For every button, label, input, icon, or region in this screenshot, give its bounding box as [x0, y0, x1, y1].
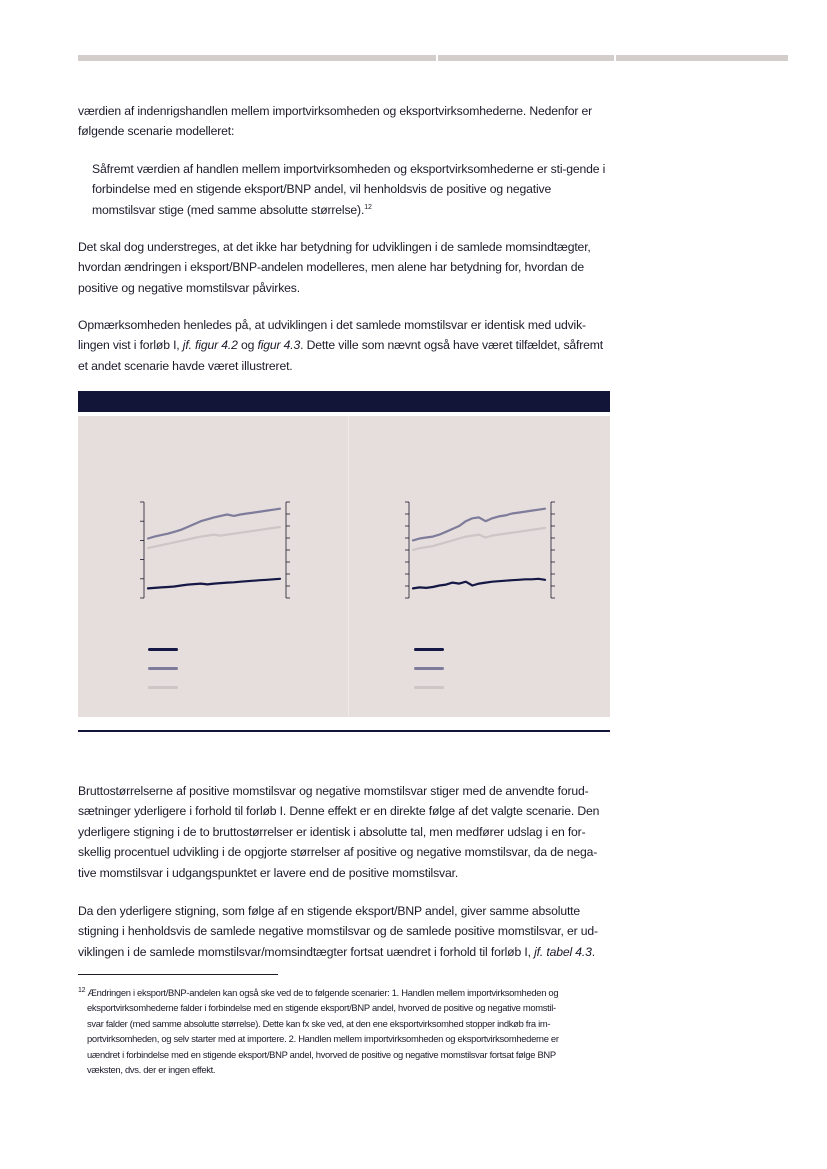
figure-header-bar [78, 391, 610, 412]
quote-paragraph [92, 159, 610, 220]
paragraph-3-text-1: Opmærksomheden henledes på, at udviklingen i det samlede momstilsvar er identisk med udvik-lingen vist i forløb I, [78, 318, 586, 353]
figure-panel [78, 416, 610, 717]
legend-swatch [414, 686, 444, 689]
quote-text: Såfremt værdien af handlen mellem importvirksomheden og eksportvirksomhederne er sti-gende i forbindelse med en stigende eksport/BNP andel, vil henholdsvis de positive og negative momstilsvar stige (med samme absolutte størrelse). [92, 162, 606, 217]
footnote-rule [78, 974, 278, 975]
paragraph-5-text-2: . [591, 944, 595, 959]
legend-swatch [414, 667, 444, 670]
footnote-line: eksportvirksomhederne falder i forbindelse med en stigende eksport/BNP andel, hvorved de positive og negative momstil- [87, 1002, 556, 1014]
paragraph-2 [78, 237, 610, 298]
legend-swatch [148, 686, 178, 689]
top-rule-gap [436, 55, 438, 61]
paragraph-5-text-1: Da den yderligere stigning, som følge af en stigende eksport/BNP andel, giver samme absolutte stigning i henholdsvis de samlede negative momstilsvar og de samlede positive momstilsvar, er ud-viklingen i de samlede momstilsvar/momsindtægter fortsat uændret i forhold til forløb I, [78, 904, 598, 959]
paragraph-4 [78, 781, 610, 883]
chart-right [403, 496, 563, 606]
paragraph-2-text: Det skal dog understreges, at det ikke har betydning for udviklingen i de samlede momsindtægter, hvordan ændringen i eksport/BNP-andelen modelleres, men alene har betydning for, hvordan de positive og negative momstilsvar påvirkes. [78, 240, 591, 295]
series-line-1 [148, 579, 280, 589]
legend-swatch [148, 648, 178, 651]
footnote-ref: 12 [364, 203, 372, 211]
footnote [78, 985, 612, 1077]
footnote-line: $^{12}$ Ændringen i eksport/BNP-andelen kan også ske ved de to følgende scenarier: 1. Handlen mellem importvirksomheden og [78, 986, 559, 998]
figure-box [78, 391, 610, 731]
series-line-3 [413, 528, 545, 550]
figure-divider [348, 416, 349, 717]
paragraph-1 [78, 101, 610, 142]
figure-ref-4-3: figur 4.3 [257, 338, 301, 353]
legend-swatch [414, 648, 444, 651]
paragraph-5 [78, 901, 610, 962]
paragraph-3-mid: og [237, 338, 258, 353]
top-rule-gap [614, 55, 616, 61]
paragraph-3-text-2: . Dette ville som nævnt også have været tilfældet, såfremt et andet scenarie havde været illustreret. [78, 338, 604, 373]
paragraph-1-text: værdien af indenrigshandlen mellem importvirksomheden og eksportvirksomhederne. Nedenfor er følgende scenarie modelleret: [78, 104, 593, 139]
paragraph-4-text: Bruttostørrelserne af positive momstilsvar og negative momstilsvar stiger med de anvendte forud-sætninger yderligere i forhold til forløb I. Denne effekt er en direkte følge af det valgte scenarie. Den yderligere stigning i de to bruttostørrelser er identisk i absolutte tal, men medfører udslag i en for-skellig procentuel udvikling i de opgjorte størrelser af positive og negative momstilsvar, da de nega-tive momstilsvar i udgangspunktet er lavere end de positive momstilsvar. [78, 784, 600, 880]
series-line-3 [148, 527, 280, 548]
paragraph-3 [78, 315, 610, 376]
footnote-number: 12 [78, 986, 86, 994]
series-line-1 [413, 579, 545, 589]
footnote-line: uændret i forbindelse med en stigende eksport/BNP andel, hvorved de positive og negative momstilsvar fortsat følge BNP [87, 1048, 556, 1060]
figure-ref-4-2: jf. figur 4.2 [182, 338, 238, 353]
footnote-line: væksten, dvs. der er ingen effekt. [87, 1064, 216, 1076]
figure-bottom-rule [78, 730, 610, 732]
top-rule [78, 55, 788, 61]
legend-swatch [148, 667, 178, 670]
table-ref-4-3: jf. tabel 4.3 [534, 944, 592, 959]
footnote-line: svar falder (med samme absolutte størrelse). Dette kan fx ske ved, at den ene eksportvirksomhed stopper indkøb fra im- [87, 1017, 551, 1029]
chart-left [138, 496, 298, 606]
footnote-line: portvirksomheden, og selv starter med at importere. 2. Handlen mellem importvirksomheden og eksportvirksomhederne er [87, 1033, 559, 1045]
